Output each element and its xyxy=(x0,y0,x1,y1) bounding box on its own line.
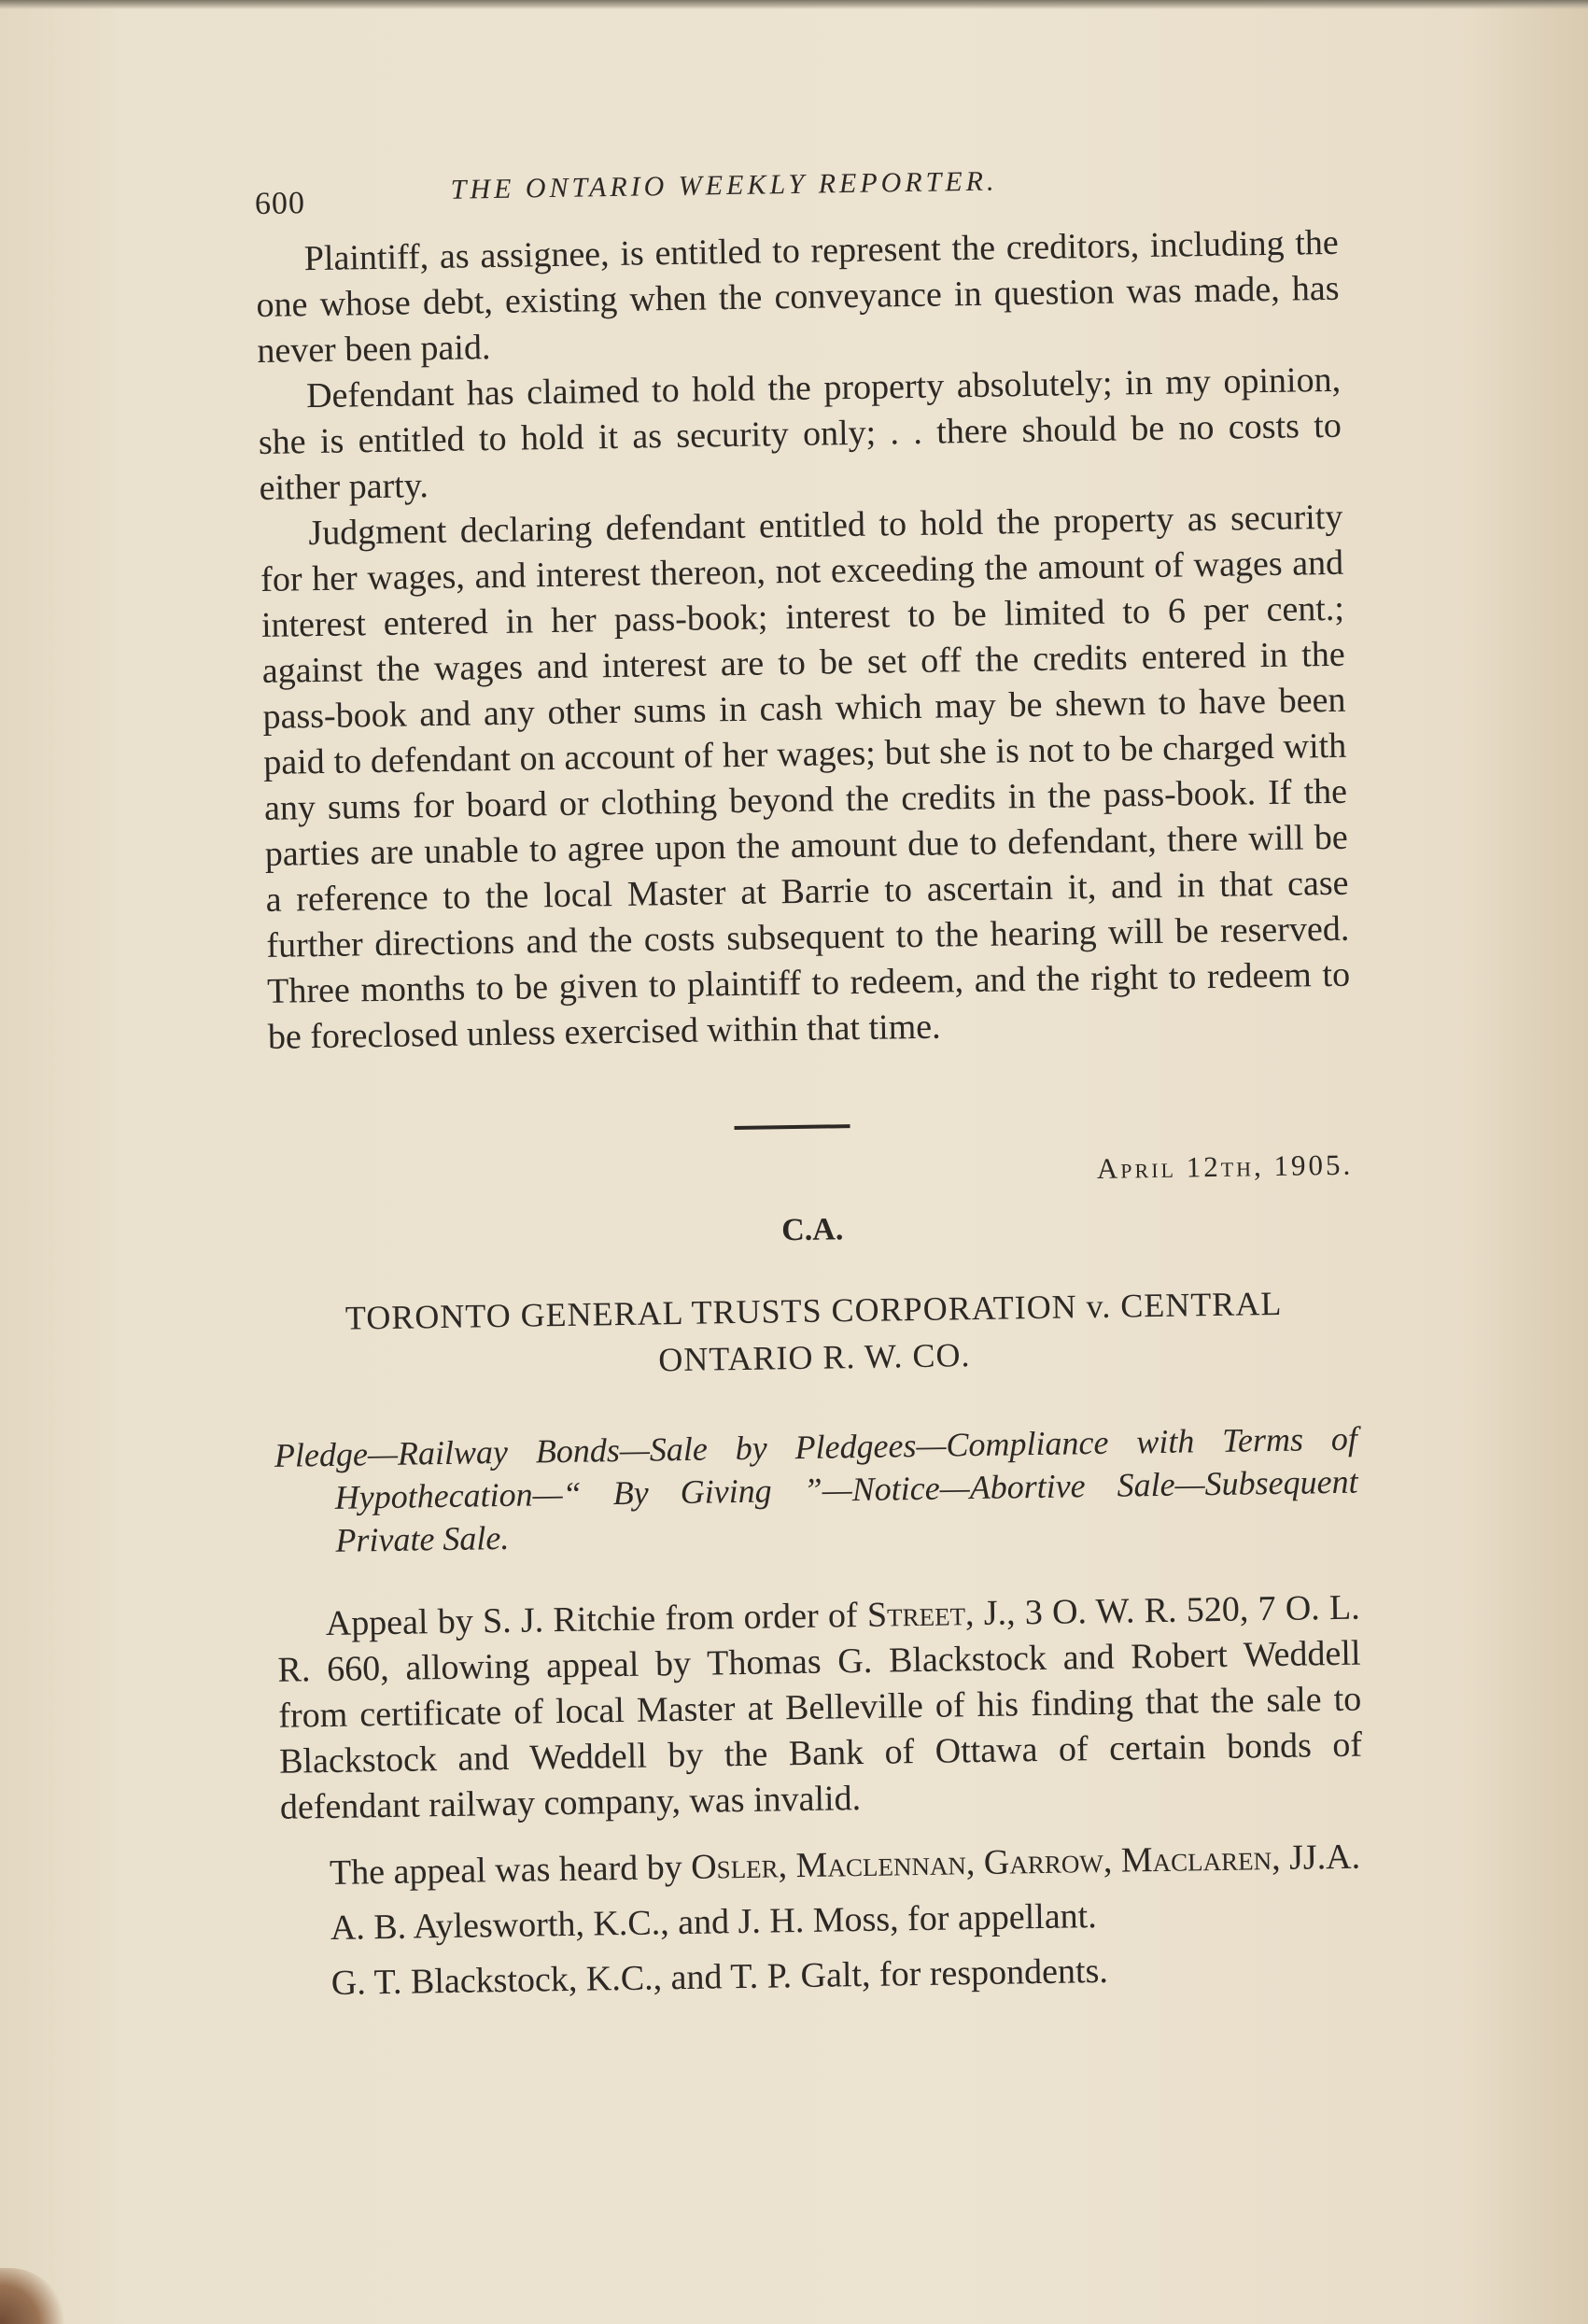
paragraph-appeal xyxy=(276,1585,1363,1831)
appeal-judge-name: Street, J. xyxy=(866,1593,1007,1635)
bench-judges: Osler, Maclennan, Garrow, Maclaren, JJ.A. xyxy=(690,1837,1361,1887)
court-label: C.A. xyxy=(780,1212,844,1248)
section-divider xyxy=(734,1124,850,1130)
preceding-case-text xyxy=(255,220,1351,1061)
counsel-appellant: A. B. Aylesworth, K.C., and J. H. Moss, for appellant. xyxy=(330,1896,1098,1948)
case-headnote: Pledge—Railway Bonds—Sale by Pledgees—Compliance with Terms of Hypothecation—“ By Giving ”—Notice—Abortive Sale—Subsequent Private Sale. xyxy=(274,1419,1358,1559)
running-head xyxy=(254,133,1338,221)
page-content xyxy=(254,133,1366,2007)
case-title: TORONTO GENERAL TRUSTS CORPORATION v. CENTRAL ONTARIO R. W. CO. xyxy=(344,1284,1283,1379)
bench-intro: The appeal was heard by xyxy=(329,1847,692,1893)
appeal-text-rest: , 3 O. W. R. 520, 7 O. L. R. 660, allowing appeal by Thomas G. Blackstock and Robert Weddell from certificate of local Master at Belleville of his finding that the sale to Blackstock and Weddell by the Bank of Ottawa of certain bonds of defendant railway company, was invalid. xyxy=(277,1587,1363,1827)
appeal-text-start: Appeal by S. J. Ritchie from order of xyxy=(325,1595,868,1643)
page-corner-stain xyxy=(0,2268,65,2324)
paragraph-bench xyxy=(281,1835,1365,1897)
journal-title: THE ONTARIO WEEKLY REPORTER. xyxy=(450,165,998,205)
paragraph-security-only: Defendant has claimed to hold the property absolutely; in my opinion, she is entitled to hold it as security only; . . there should be no costs to either party. xyxy=(258,359,1342,508)
page-number: 600 xyxy=(254,186,306,221)
counsel-respondents: G. T. Blackstock, K.C., and T. P. Galt, for respondents. xyxy=(330,1951,1109,2003)
page-top-edge xyxy=(0,0,1588,9)
paragraph-assignee: Plaintiff, as assignee, is entitled to represent the creditors, including the one whose debt, existing when the conveyance in question was made, has never been paid. xyxy=(256,222,1340,371)
case-date: April 12th, 1905. xyxy=(1096,1148,1354,1185)
paragraph-judgment: Judgment declaring defendant entitled to hold the property as security for her wages, and interest thereon, not exceeding the amount of wages and interest entered in her pass-book; interest to be limited to 6 per cent.; against the wages and interest are to be set off the credits entered in the pass-book and any other sums in cash which may be shewn to have been paid to defendant on account of her wages; but she is not to be charged with any sums for board or clothing beyond the credits in the pass-book. If the parties are unable to agree upon the amount due to defendant, there will be a reference to the local Master at Barrie to ascertain it, and in that case further directions and the costs subsequent to the hearing will be reserved. Three months to be given to plaintiff to redeem, and the right to redeem to be foreclosed unless exercised within that time. xyxy=(260,497,1351,1057)
